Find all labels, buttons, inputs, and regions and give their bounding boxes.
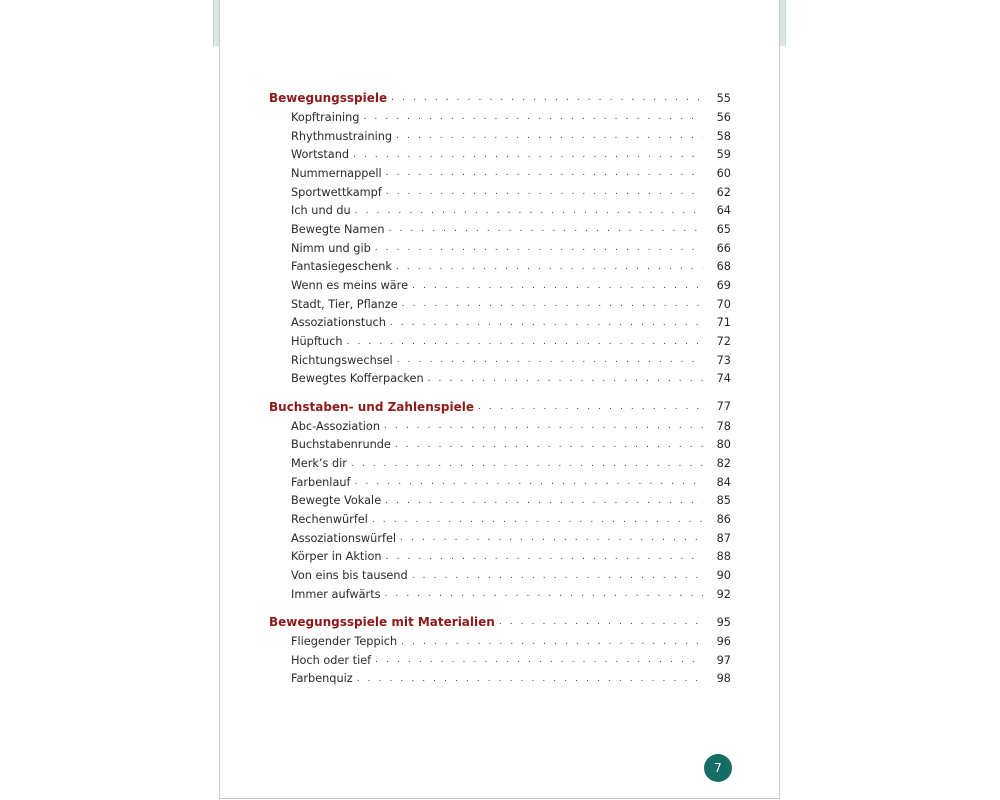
- toc-entry-page: 87: [716, 531, 731, 545]
- toc-entry-row[interactable]: [269, 220, 731, 239]
- toc-entry-title: Assoziationswürfel: [291, 531, 397, 545]
- toc-section-row[interactable]: [269, 397, 731, 417]
- toc-entry-page: 65: [716, 222, 731, 236]
- dot-leader: [386, 168, 703, 178]
- toc-entry-page: 64: [716, 204, 731, 218]
- toc-entry-row[interactable]: [269, 314, 731, 333]
- dot-leader: [386, 187, 703, 197]
- toc-entry-row[interactable]: [269, 454, 731, 473]
- toc-entry-row[interactable]: [269, 585, 731, 604]
- dot-leader: [375, 655, 703, 665]
- toc-entry-title: Rechenwürfel: [291, 513, 368, 527]
- toc-entry-title: Bewegte Namen: [291, 222, 385, 236]
- toc-entry-row[interactable]: [269, 332, 731, 351]
- toc-entry-title: Richtungswechsel: [291, 353, 393, 367]
- toc-entry-title: Kopftraining: [291, 110, 360, 124]
- toc-entry-row[interactable]: [269, 351, 731, 370]
- toc-section-title: Buchstaben- und Zahlenspiele: [269, 399, 474, 414]
- toc-section-page: 77: [716, 400, 731, 414]
- toc-entry-page: 66: [716, 241, 731, 255]
- toc-entry-page: 71: [716, 316, 731, 330]
- dot-leader: [347, 337, 703, 347]
- toc-entry-title: Immer aufwärts: [291, 587, 381, 601]
- dot-leader: [384, 421, 703, 431]
- toc-entry-page: 69: [716, 279, 731, 293]
- toc-entry-page: 62: [716, 185, 731, 199]
- toc-entry-row[interactable]: [269, 510, 731, 529]
- dot-leader: [357, 674, 703, 684]
- toc-entry-row[interactable]: [269, 295, 731, 314]
- toc-entry-page: 73: [716, 353, 731, 367]
- toc-entry-title: Stadt, Tier, Pflanze: [291, 297, 398, 311]
- dot-leader: [385, 496, 703, 506]
- dot-leader: [385, 589, 703, 599]
- toc-entry-row[interactable]: [269, 127, 731, 146]
- toc-entry-title: Merk’s dir: [291, 457, 347, 471]
- toc-entry-row[interactable]: [269, 239, 731, 258]
- toc-entry-page: 97: [716, 653, 731, 667]
- toc-entry-title: Ich und du: [291, 204, 351, 218]
- dot-leader: [478, 402, 703, 412]
- toc-entry-row[interactable]: [269, 145, 731, 164]
- toc-entry-row[interactable]: [269, 201, 731, 220]
- dot-leader: [396, 262, 703, 272]
- toc-entry-title: Farbenquiz: [291, 672, 353, 686]
- toc-entry-title: Hoch oder tief: [291, 653, 372, 667]
- toc-entry-row[interactable]: [269, 258, 731, 277]
- dot-leader: [428, 374, 703, 384]
- dot-leader: [355, 477, 703, 487]
- toc-entry-row[interactable]: [269, 417, 731, 436]
- toc-entry-page: 96: [716, 635, 731, 649]
- toc-entry-page: 88: [716, 550, 731, 564]
- toc-entry-row[interactable]: [269, 548, 731, 567]
- toc-entry-page: 78: [716, 419, 731, 433]
- dot-leader: [412, 281, 703, 291]
- toc-entry-title: Bewegtes Kofferpacken: [291, 372, 424, 386]
- toc-entry-title: Wortstand: [291, 148, 350, 162]
- toc-section-page: 55: [716, 91, 731, 105]
- table-of-contents: [269, 88, 731, 688]
- toc-entry-row[interactable]: [269, 651, 731, 670]
- toc-entry-page: 86: [716, 513, 731, 527]
- dot-leader: [402, 299, 703, 309]
- toc-entry-page: 92: [716, 587, 731, 601]
- toc-entry-title: Wenn es meins wäre: [291, 279, 409, 293]
- dot-leader: [355, 206, 703, 216]
- toc-entry-page: 58: [716, 129, 731, 143]
- toc-entry-title: Fliegender Teppich: [291, 635, 398, 649]
- toc-entry-page: 72: [716, 335, 731, 349]
- toc-entry-row[interactable]: [269, 632, 731, 651]
- toc-entry-page: 98: [716, 672, 731, 686]
- toc-entry-page: 82: [716, 457, 731, 471]
- dot-leader: [391, 93, 703, 103]
- dot-leader: [363, 112, 703, 122]
- toc-entry-page: 68: [716, 260, 731, 274]
- page-number: 7: [714, 761, 722, 775]
- toc-entry-title: Farbenlauf: [291, 475, 351, 489]
- dot-leader: [396, 131, 703, 141]
- dot-leader: [353, 150, 703, 160]
- toc-section-page: 95: [716, 615, 731, 629]
- toc-entry-page: 60: [716, 166, 731, 180]
- toc-section-row[interactable]: [269, 612, 731, 632]
- toc-entry-page: 59: [716, 148, 731, 162]
- toc-entry-page: 74: [716, 372, 731, 386]
- toc-entry-page: 80: [716, 438, 731, 452]
- toc-entry-row[interactable]: [269, 164, 731, 183]
- toc-entry-row[interactable]: [269, 183, 731, 202]
- toc-section-title: Bewegungsspiele: [269, 91, 388, 105]
- toc-entry-row[interactable]: [269, 473, 731, 492]
- toc-entry-page: 70: [716, 297, 731, 311]
- toc-entry-title: Buchstabenrunde: [291, 438, 391, 452]
- dot-leader: [412, 571, 703, 581]
- toc-entry-page: 85: [716, 494, 731, 508]
- toc-entry-page: 56: [716, 110, 731, 124]
- toc-entry-row[interactable]: [269, 529, 731, 548]
- toc-entry-row[interactable]: [269, 276, 731, 295]
- toc-entry-row[interactable]: [269, 436, 731, 455]
- toc-section-title: Bewegungsspiele mit Materialien: [269, 615, 495, 630]
- toc-entry-row[interactable]: [269, 566, 731, 585]
- dot-leader: [499, 617, 703, 627]
- toc-entry-title: Sportwettkampf: [291, 185, 382, 199]
- toc-entry-title: Abc-Assoziation: [291, 419, 380, 433]
- dot-leader: [375, 243, 703, 253]
- toc-entry-page: 84: [716, 475, 731, 489]
- toc-entry-title: Hüpftuch: [291, 335, 343, 349]
- toc-entry-title: Bewegte Vokale: [291, 494, 382, 508]
- dot-leader: [390, 318, 703, 328]
- dot-leader: [389, 224, 703, 234]
- dot-leader: [400, 533, 703, 543]
- dot-leader: [401, 637, 703, 647]
- toc-entry-title: Rhythmustraining: [291, 129, 393, 143]
- toc-entry-title: Körper in Aktion: [291, 550, 382, 564]
- dot-leader: [351, 459, 703, 469]
- toc-entry-row[interactable]: [269, 492, 731, 511]
- toc-entry-title: Fantasiegeschenk: [291, 260, 392, 274]
- toc-entry-page: 90: [716, 569, 731, 583]
- toc-entry-row[interactable]: [269, 670, 731, 689]
- toc-entry-row[interactable]: [269, 108, 731, 127]
- dot-leader: [397, 355, 703, 365]
- dot-leader: [372, 515, 703, 525]
- toc-entry-title: Nimm und gib: [291, 241, 371, 255]
- toc-entry-title: Nummernappell: [291, 166, 382, 180]
- toc-entry-title: Von eins bis tausend: [291, 569, 408, 583]
- page-number-badge: [704, 754, 732, 782]
- dot-leader: [386, 552, 703, 562]
- dot-leader: [395, 440, 703, 450]
- toc-entry-row[interactable]: [269, 370, 731, 389]
- toc-entry-title: Assoziationstuch: [291, 316, 386, 330]
- toc-section-row[interactable]: [269, 88, 731, 108]
